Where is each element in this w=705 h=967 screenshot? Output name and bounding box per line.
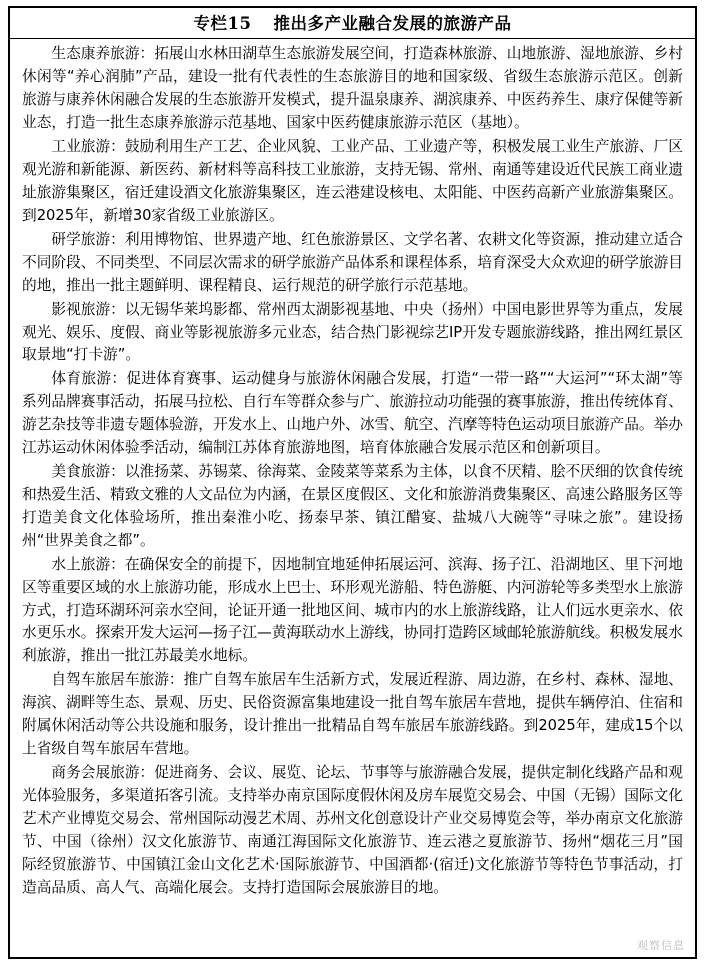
paragraph-water: 水上旅游：在确保安全的前提下，因地制宜地延伸拓展运河、滨海、扬子江、沿湖地区、里下河地区等重要区域的水上旅游功能，形成水上巴士、环形观光游船、特色游艇、内河游轮等多类型水上旅游方式，打造环湖环河亲水空间，论证开通一批地区间、城市内的水上旅游线路，让人们远水更亲水、依水更乐水。探索开发大运河—扬子江—黄海联动水上游线，协同打造跨区域邮轮旅游航线。积极发展水利旅游，推出一批江苏最美水地标。	[22, 555, 683, 665]
watermark: 观察信息	[637, 939, 685, 952]
box-label: 专栏15	[193, 14, 252, 33]
paragraph-eco-health: 生态康养旅游：拓展山水林田湖草生态旅游发展空间，打造森林旅游、山地旅游、湿地旅游、乡村休闲等“养心润肺”产品，建设一批有代表性的生态旅游目的地和国家级、省级生态旅游示范区。创新旅游与康养休闲融合发展的生态旅游开发模式，提升温泉康养、湖滨康养、中医药养生、康疗保健等新业态，打造一批生态康养旅游示范基地、国家中医药健康旅游示范区（基地）。	[22, 45, 683, 132]
paragraph-film: 影视旅游：以无锡华莱坞影都、常州西太湖影视基地、中央（扬州）中国电影世界等为重点，发展观光、娱乐、度假、商业等影视旅游多元业态，结合热门影视综艺IP开发专题旅游线路，推出网红景区取景地“打卡游”。	[22, 300, 683, 364]
box-body	[10, 39, 695, 904]
box-title-bar	[10, 8, 695, 39]
paragraph-sports: 体育旅游：促进体育赛事、运动健身与旅游休闲融合发展，打造“一带一路”“大运河”“环太湖”等系列品牌赛事活动，拓展马拉松、自行车等群众参与广、旅游拉动功能强的赛事旅游，推出传统体育、游艺杂技等非遗专题体验游，开发水上、山地户外、冰雪、航空、汽摩等特色运动项目旅游产品。举办江苏运动休闲体验季活动，编制江苏体育旅游地图，培育体旅融合发展示范区和创新项目。	[22, 370, 683, 457]
paragraph-industrial: 工业旅游：鼓励利用生产工艺、企业风貌、工业产品、工业遗产等，积极发展工业生产旅游、厂区观光游和新能源、新医药、新材料等高科技工业旅游，支持无锡、常州、南通等建设近代民族工商业遗址旅游集聚区，宿迁建设酒文化旅游集聚区，连云港建设核电、太阳能、中医药高新产业旅游集聚区。到2025年，新增30家省级工业旅游区。	[22, 138, 683, 224]
box-title-text: 推出多产业融合发展的旅游产品	[273, 14, 512, 33]
paragraph-rv-camping: 自驾车旅居车旅游：推广自驾车旅居车生活新方式，发展近程游、周边游，在乡村、森林、湿地、海滨、湖畔等生态、景观、历史、民俗资源富集地建设一批自驾车旅居车营地，提供车辆停泊、住宿和附属休闲活动等公共设施和服务，设计推出一批精品自驾车旅居车旅游线路。到2025年，建成15个以上省级自驾车旅居车营地。	[22, 671, 683, 758]
paragraph-food: 美食旅游：以淮扬菜、苏锡菜、徐海菜、金陵菜等菜系为主体，以食不厌精、脍不厌细的饮食传统和热爱生活、精致文雅的人文品位为内涵，在景区度假区、文化和旅游消费集聚区、高速公路服务区等打造美食文化体验场所，推出秦淮小吃、扬泰早茶、镇江醋宴、盐城八大碗等“寻味之旅”。建设扬州“世界美食之都”。	[22, 463, 683, 549]
feature-box	[8, 6, 697, 959]
paragraph-business-exhibition: 商务会展旅游：促进商务、会议、展览、论坛、节事等与旅游融合发展，提供定制化线路产品和观光体验服务，多渠道拓客引流。支持举办南京国际度假休闲及房车展览交易会、中国（无锡）国际文化艺术产业博览交易会、常州国际动漫艺术周、苏州文化创意设计产业交易博览会等，举办南京文化旅游节、中国（徐州）汉文化旅游节、南通江海国际文化旅游节、连云港之夏旅游节、扬州“烟花三月”国际经贸旅游节、中国镇江金山文化艺术·国际旅游节、中国酒都·(宿迁)文化旅游节等特色节事活动，打造高品质、高人气、高端化展会。支持打造国际会展旅游目的地。	[22, 764, 683, 896]
paragraph-study: 研学旅游：利用博物馆、世界遗产地、红色旅游景区、文学名著、农耕文化等资源，推动建立适合不同阶段、不同类型、不同层次需求的研学旅游产品体系和课程体系，培育深受大众欢迎的研学旅游目的地，推出一批主题鲜明、课程精良、运行规范的研学旅行示范基地。	[22, 230, 683, 294]
